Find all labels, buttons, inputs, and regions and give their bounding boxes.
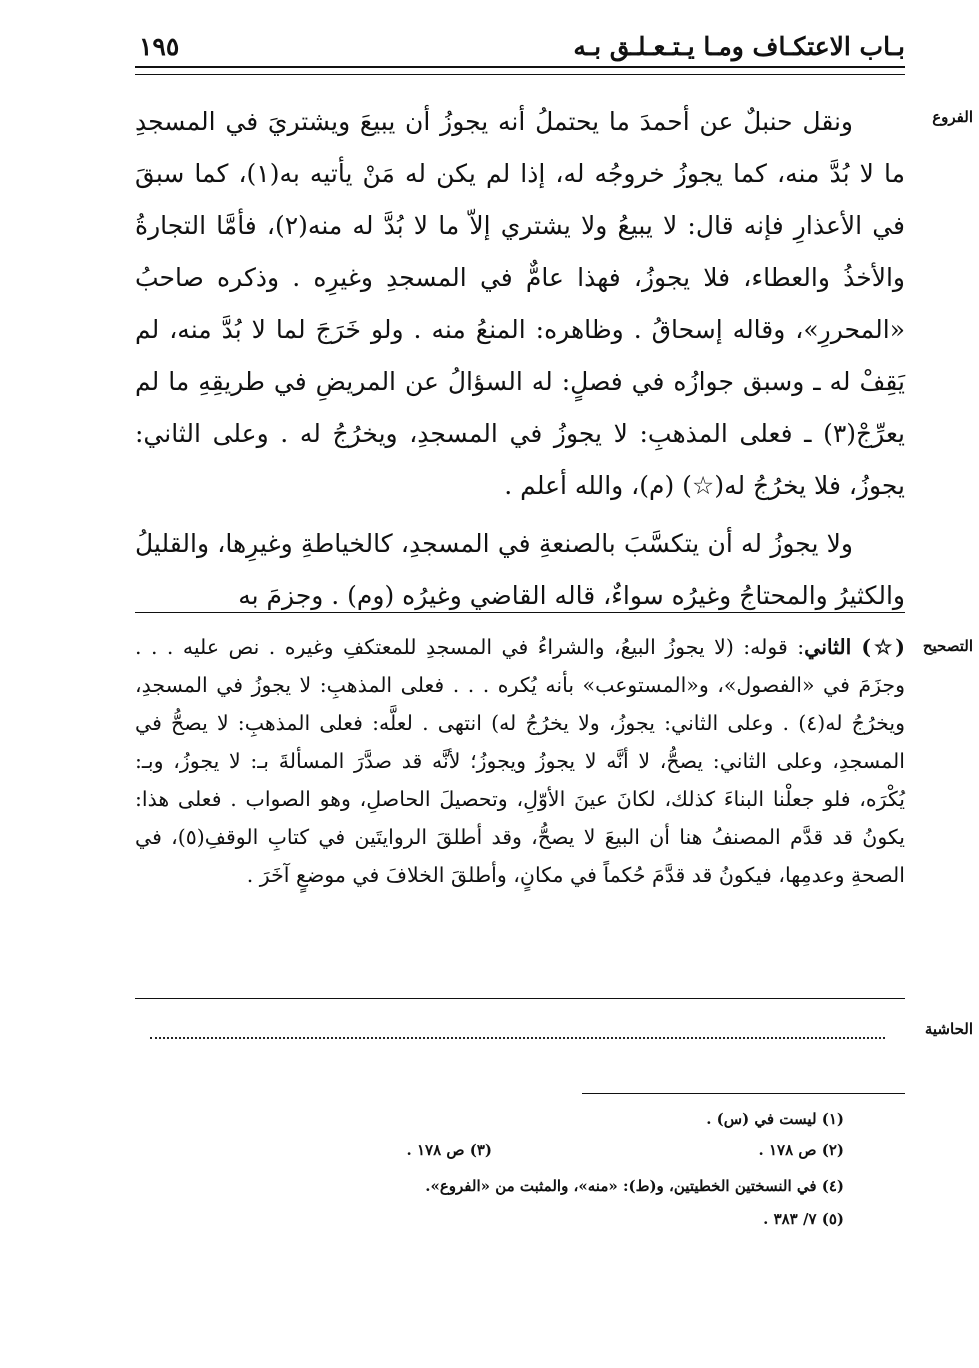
page-number: ١٩٥ bbox=[139, 32, 180, 61]
chapter-title: بـاب الاعتكـاف ومـا يـتـعـلـق بـه bbox=[573, 32, 905, 61]
tashih-lead: (☆) الثاني bbox=[804, 635, 905, 659]
label-furu: الفروع bbox=[932, 108, 973, 126]
footnote-4: (٤) في النسختين الخطيتين، و(ط): «منه»، والمثبت من «الفروع». bbox=[425, 1177, 844, 1195]
main-paragraph-2: ولا يجوزُ له أن يتكسَّبَ بالصنعةِ في المسجدِ، كالخياطةِ وغيرِها، والقليلُ والكثيرُ والمحتاجُ وغيرُه سواءٌ، قاله القاضي وغيرُه (وم) . وجزمَ به bbox=[135, 529, 905, 610]
tashih-paragraph bbox=[135, 628, 905, 894]
footnote-5: (٥) ٧/ ٣٨٣ . bbox=[763, 1210, 844, 1228]
header-rule bbox=[135, 66, 905, 75]
main-paragraph-1: ونقل حنبلٌ عن أحمدَ ما يحتملُ أنه يجوزُ أن يبيعَ ويشتريَ في المسجدِ ما لا بُدَّ منه، كما يجوزُ خروجُه له، إذا لم يكن له مَنْ يأتيه به(١)، كما سبقَ في الأعذارِ فإنه قال: لا يبيعُ ولا يشتري إلاّ ما لا بُدَّ له منه(٢)، فأمَّا التجارةُ والأخذُ والعطاء، فلا يجوزُ، فهذا عامٌّ في المسجدِ وغيرِه . وذكره صاحبُ «المحررِ»، وقاله إسحاقُ . وظاهره: المنعُ منه . ولو خَرَجَ لما لا بُدَّ منه، لم يَقِفْ له ـ وسبق جوازُه في فصلٍ: له السؤالُ عن المريضِ في طريقِهِ ما لم يعرِّجْ(٣) ـ فعلى المذهبِ: لا يجوزُ في المسجدِ، ويخرُجُ له . وعلى الثاني: يجوزُ، فلا يخرُجُ له(☆) (م)، والله أعلم . bbox=[135, 107, 905, 500]
label-hashiya: الحاشية bbox=[924, 1020, 973, 1038]
tashih-body: : قوله: (لا يجوزُ البيعُ، والشراءُ في المسجدِ للمعتكفِ وغيره . نص عليه . . . وجزَمَ في «الفصول»، و«المستوعب» بأنه يُكره . . . فعلى المذهبِ: لا يجوزُ في المسجدِ، ويخرُجُ له(٤) . وعلى الثاني: يجوزُ، ولا يخرُجُ له) انتهى . لعلَّه: فعلى المذهبِ: لا يصحُّ في المسجدِ، وعلى الثاني: يصحُّ، لا أنَّه لا يجوزُ ويجوزُ؛ لأنَّه قد صدَّرَ المسألةَ بـ: لا يجوزُ، وبـ: يُكْرَه، فلو جعلْنا البناءَ كذلك، لكانَ عينَ الأوّلِ، وتحصيلَ الحاصلِ، وهو الصواب . فعلى هذا: يكونُ قد قدَّم المصنفُ هنا أن البيعَ لا يصحُّ، وقد أطلقَ الروايتَين في كتابِ الوقفِ(٥)، في الصحةِ وعدمِها، فيكونُ قد قدَّمَ حُكماً في مكانٍ، وأطلقَ الخلافَ في موضعٍ آخَرَ . bbox=[135, 635, 906, 887]
running-header bbox=[135, 30, 905, 64]
footnote-2: (٢) ص ١٧٨ . bbox=[758, 1141, 844, 1159]
footnote-1: (١) ليست في (س) . bbox=[706, 1110, 844, 1128]
tashih-text bbox=[135, 628, 905, 894]
hashiya-dotted-line bbox=[150, 1037, 885, 1039]
section-rule-2 bbox=[135, 998, 905, 999]
footnote-rule bbox=[582, 1093, 905, 1094]
section-rule-1 bbox=[135, 612, 905, 613]
footnote-3: (٣) ص ١٧٨ . bbox=[406, 1141, 492, 1159]
main-text bbox=[135, 96, 905, 622]
label-tashih: التصحيح bbox=[922, 637, 973, 655]
